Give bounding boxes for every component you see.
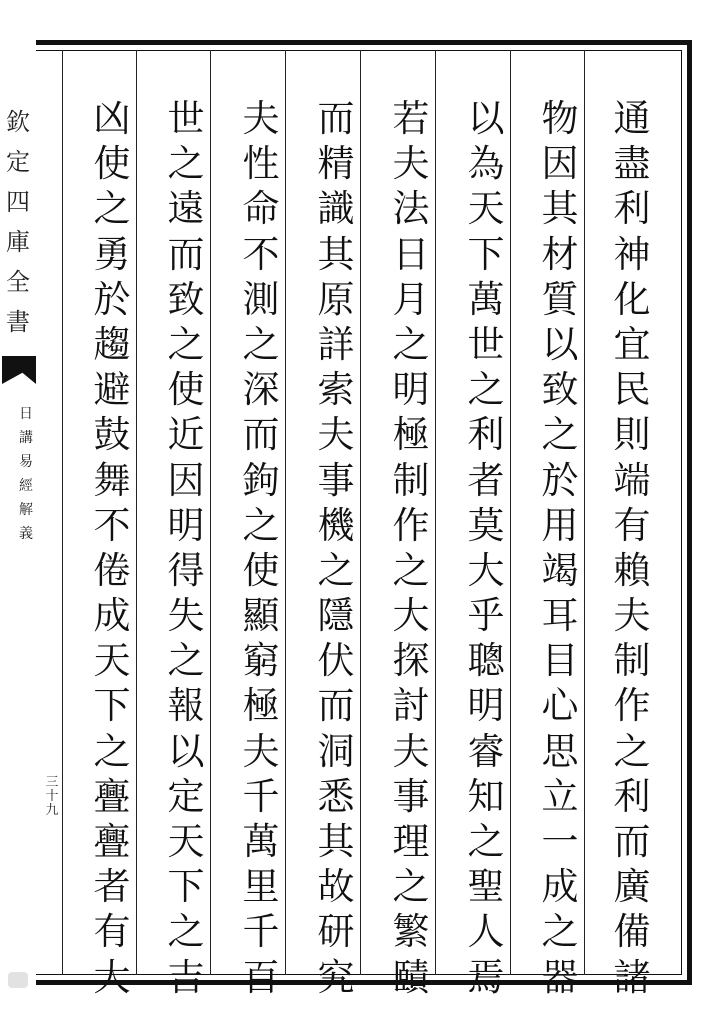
text-char: 大 [392, 594, 430, 638]
text-char: 利 [613, 187, 651, 231]
text-column [158, 96, 214, 1000]
chapter-title-char: 義 [19, 526, 33, 542]
text-char: 器 [541, 955, 579, 999]
text-char: 吉 [167, 955, 205, 999]
page-number [42, 776, 62, 818]
text-char: 倦 [93, 548, 131, 592]
text-char: 之 [467, 368, 505, 412]
text-char: 報 [167, 684, 205, 728]
text-char: 夫 [242, 729, 280, 773]
text-column [383, 96, 439, 1000]
text-char: 極 [392, 413, 430, 457]
book-title-char: 定 [6, 148, 30, 176]
text-char: 之 [392, 548, 430, 592]
text-char: 極 [242, 684, 280, 728]
text-char: 利 [613, 774, 651, 818]
text-char: 而 [317, 684, 355, 728]
text-column [308, 96, 364, 1000]
text-char: 窮 [242, 639, 280, 683]
text-char: 天 [93, 639, 131, 683]
text-char: 之 [613, 729, 651, 773]
text-char: 以 [167, 729, 205, 773]
text-char: 成 [541, 865, 579, 909]
text-char: 成 [93, 594, 131, 638]
text-char: 世 [167, 97, 205, 140]
text-char: 萬 [467, 277, 505, 321]
page-number-char: 三 [45, 775, 59, 790]
text-char: 夫 [242, 97, 280, 140]
text-char: 之 [93, 187, 131, 231]
margin-strip [0, 40, 36, 985]
text-char: 遠 [167, 187, 205, 231]
text-char: 制 [392, 458, 430, 502]
text-char: 神 [613, 232, 651, 276]
text-char: 以 [541, 322, 579, 366]
text-char: 大 [467, 548, 505, 592]
text-char: 之 [317, 548, 355, 592]
text-char: 理 [392, 820, 430, 863]
text-char: 因 [167, 458, 205, 502]
text-char: 端 [613, 458, 651, 502]
text-char: 賴 [613, 548, 651, 592]
text-char: 通 [613, 97, 651, 140]
text-char: 隱 [317, 594, 355, 638]
text-char: 備 [613, 910, 651, 954]
text-char: 下 [467, 232, 505, 276]
text-char: 其 [541, 187, 579, 231]
text-char: 立 [541, 774, 579, 818]
text-char: 莫 [467, 503, 505, 547]
chapter-title-char: 日 [19, 406, 33, 422]
text-char: 耳 [541, 594, 579, 638]
text-char: 之 [242, 503, 280, 547]
text-char: 聖 [467, 865, 505, 909]
text-char: 焉 [467, 955, 505, 999]
text-char: 心 [541, 684, 579, 728]
text-char: 諸 [613, 955, 651, 999]
text-char: 人 [467, 910, 505, 954]
text-char: 悉 [317, 774, 355, 818]
text-char: 失 [167, 594, 205, 638]
text-char: 亹 [93, 774, 131, 818]
text-char: 竭 [541, 548, 579, 592]
text-char: 定 [167, 774, 205, 818]
chapter-title-char: 講 [19, 430, 33, 446]
text-char: 之 [467, 820, 505, 863]
text-char: 而 [167, 232, 205, 276]
text-char: 探 [392, 639, 430, 683]
text-char: 原 [317, 277, 355, 321]
text-char: 明 [392, 368, 430, 412]
text-char: 之 [541, 413, 579, 457]
text-column [604, 96, 660, 1000]
text-char: 舞 [93, 458, 131, 502]
text-char: 洞 [317, 729, 355, 773]
text-char: 研 [317, 910, 355, 954]
text-char: 世 [467, 322, 505, 366]
text-char: 思 [541, 729, 579, 773]
text-char: 不 [242, 232, 280, 276]
text-char: 之 [167, 910, 205, 954]
text-char: 賾 [392, 955, 430, 999]
text-char: 則 [613, 413, 651, 457]
text-char: 使 [167, 368, 205, 412]
text-char: 之 [541, 910, 579, 954]
text-char: 於 [93, 277, 131, 321]
text-char: 討 [392, 684, 430, 728]
text-char: 一 [541, 820, 579, 863]
text-char: 顯 [242, 594, 280, 638]
text-char: 者 [467, 458, 505, 502]
text-char: 夫 [317, 413, 355, 457]
text-char: 其 [317, 232, 355, 276]
text-char: 致 [541, 368, 579, 412]
text-char: 知 [467, 774, 505, 818]
text-char: 深 [242, 368, 280, 412]
column-divider [62, 50, 63, 975]
text-char: 若 [392, 97, 430, 140]
text-char: 盡 [613, 142, 651, 186]
text-column [84, 96, 140, 1000]
text-char: 識 [317, 187, 355, 231]
text-char: 日 [392, 232, 430, 276]
text-char: 使 [242, 548, 280, 592]
text-char: 故 [317, 865, 355, 909]
text-char: 下 [93, 684, 131, 728]
text-char: 索 [317, 368, 355, 412]
book-title-char: 四 [6, 188, 30, 216]
chapter-title-char: 易 [19, 454, 33, 470]
book-title-margin [4, 102, 32, 342]
text-char: 其 [317, 820, 355, 863]
text-char: 千 [242, 774, 280, 818]
text-char: 作 [392, 503, 430, 547]
text-char: 勇 [93, 232, 131, 276]
text-char: 於 [541, 458, 579, 502]
ink-smudge [8, 972, 28, 988]
fish-tail-mark [2, 356, 36, 384]
text-char: 大 [93, 955, 131, 999]
text-char: 質 [541, 277, 579, 321]
text-char: 之 [392, 322, 430, 366]
text-char: 里 [242, 865, 280, 909]
text-char: 用 [541, 503, 579, 547]
book-title-char: 書 [6, 308, 30, 336]
text-char: 而 [317, 97, 355, 140]
text-char: 明 [467, 684, 505, 728]
text-char: 作 [613, 684, 651, 728]
text-char: 因 [541, 142, 579, 186]
text-char: 得 [167, 548, 205, 592]
text-char: 趨 [93, 322, 131, 366]
text-char: 機 [317, 503, 355, 547]
text-char: 詳 [317, 322, 355, 366]
text-char: 宜 [613, 322, 651, 366]
text-char: 不 [93, 503, 131, 547]
text-char: 命 [242, 187, 280, 231]
text-char: 究 [317, 955, 355, 999]
book-title-char: 庫 [6, 228, 30, 256]
text-char: 百 [242, 955, 280, 999]
text-char: 千 [242, 910, 280, 954]
text-char: 者 [93, 865, 131, 909]
text-char: 睿 [467, 729, 505, 773]
text-column [532, 96, 588, 1000]
text-char: 夫 [613, 594, 651, 638]
text-char: 材 [541, 232, 579, 276]
text-column [233, 96, 289, 1000]
text-char: 之 [167, 322, 205, 366]
text-column [458, 96, 514, 1000]
text-char: 制 [613, 639, 651, 683]
text-char: 鉤 [242, 458, 280, 502]
text-char: 之 [392, 865, 430, 909]
text-char: 使 [93, 142, 131, 186]
text-char: 以 [467, 97, 505, 140]
text-char: 之 [93, 729, 131, 773]
text-char: 近 [167, 413, 205, 457]
text-char: 繁 [392, 910, 430, 954]
text-char: 鼓 [93, 413, 131, 457]
text-char: 有 [613, 503, 651, 547]
text-char: 法 [392, 187, 430, 231]
text-char: 之 [167, 142, 205, 186]
text-char: 天 [167, 820, 205, 863]
text-char: 而 [242, 413, 280, 457]
chapter-title-char: 解 [19, 502, 33, 518]
text-char: 而 [613, 820, 651, 863]
text-char: 致 [167, 277, 205, 321]
text-char: 化 [613, 277, 651, 321]
text-char: 測 [242, 277, 280, 321]
text-char: 利 [467, 413, 505, 457]
text-char: 性 [242, 142, 280, 186]
text-char: 民 [613, 368, 651, 412]
text-char: 凶 [93, 97, 131, 140]
text-char: 萬 [242, 820, 280, 863]
text-char: 事 [392, 774, 430, 818]
text-char: 夫 [392, 729, 430, 773]
text-char: 亹 [93, 820, 131, 863]
text-char: 之 [167, 639, 205, 683]
text-char: 夫 [392, 142, 430, 186]
text-char: 下 [167, 865, 205, 909]
text-char: 月 [392, 277, 430, 321]
text-char: 天 [467, 187, 505, 231]
page-number-char: 九 [45, 803, 59, 818]
text-char: 為 [467, 142, 505, 186]
book-title-char: 欽 [6, 108, 30, 136]
page-number-char: 十 [45, 789, 59, 804]
text-char: 精 [317, 142, 355, 186]
book-title-char: 全 [6, 268, 30, 296]
text-char: 明 [167, 503, 205, 547]
chapter-title-char: 經 [19, 478, 33, 494]
text-char: 聰 [467, 639, 505, 683]
text-char: 乎 [467, 594, 505, 638]
text-char: 目 [541, 639, 579, 683]
text-char: 廣 [613, 865, 651, 909]
text-char: 事 [317, 458, 355, 502]
text-char: 避 [93, 368, 131, 412]
text-char: 伏 [317, 639, 355, 683]
text-char: 物 [541, 97, 579, 140]
text-char: 有 [93, 910, 131, 954]
text-char: 之 [242, 322, 280, 366]
